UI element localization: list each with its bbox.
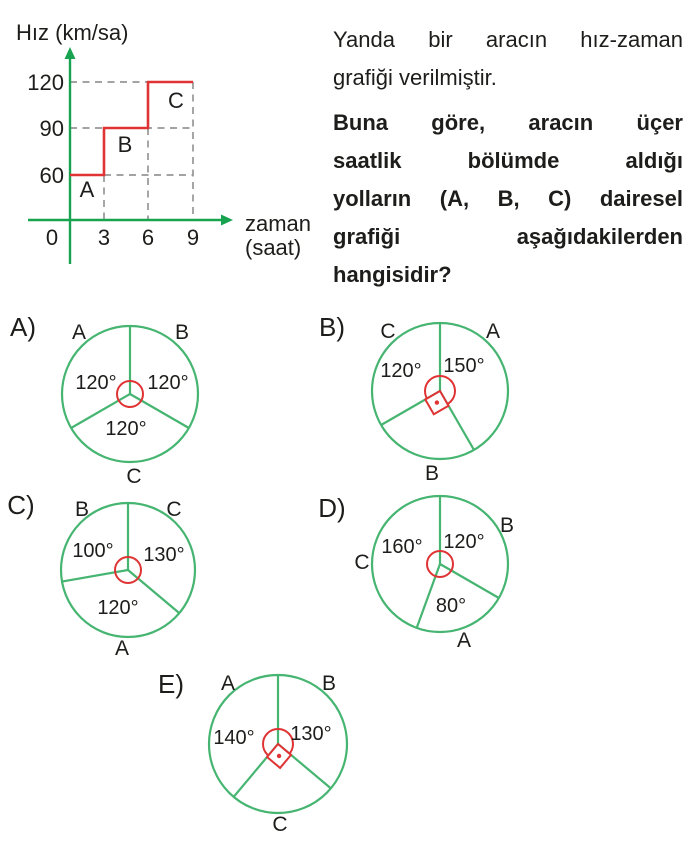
option-E[interactable]: [158, 669, 347, 836]
angle-label: 140°: [213, 727, 255, 749]
x-tick-label: 0: [45, 225, 59, 250]
sector-letter-A: A: [220, 672, 236, 695]
x-axis-arrow: [221, 215, 233, 226]
question-bold-line: hangisidir?: [333, 262, 452, 287]
sector-letter-C: C: [354, 551, 370, 574]
sector-letter-A: A: [456, 629, 472, 652]
question-text: [333, 21, 683, 294]
option-D[interactable]: [318, 493, 514, 652]
angle-label: 120°: [97, 597, 139, 619]
angle-label: 120°: [147, 372, 189, 394]
sector-letter-C: C: [380, 320, 396, 343]
question-bold-line: grafiği aşağıdakilerden: [333, 224, 683, 249]
question-intro-line: grafiği verilmiştir.: [333, 65, 497, 90]
y-axis-title: Hız (km/sa): [16, 20, 129, 45]
y-tick-label: 120: [27, 70, 64, 95]
question-bold-line: Buna göre, aracın üçer: [333, 110, 683, 135]
x-tick-label: 6: [141, 225, 155, 250]
angle-label: 120°: [380, 360, 422, 382]
question-intro: [333, 21, 683, 97]
angle-label: 80°: [435, 595, 467, 617]
x-tick-label: 3: [97, 225, 111, 250]
sector-letter-C: C: [126, 465, 142, 488]
step-label-B: B: [117, 132, 133, 157]
angle-label: 150°: [443, 355, 485, 377]
option-letter-A: A): [10, 312, 36, 342]
sector-letter-A: A: [71, 321, 87, 344]
x-axis-title-line1: zaman: [245, 211, 312, 236]
sector-letter-A: A: [114, 637, 130, 660]
question-bold: [333, 104, 683, 294]
angle-label: 120°: [443, 531, 485, 553]
option-letter-E: E): [158, 669, 184, 699]
question-intro-line: Yanda bir aracın hız-zaman: [333, 27, 683, 52]
right-angle-dot-B: [435, 400, 439, 404]
option-C[interactable]: [7, 490, 195, 660]
option-letter-C: C): [7, 490, 35, 520]
sector-letter-B: B: [321, 672, 337, 695]
option-B[interactable]: [319, 312, 508, 485]
sector-letter-C: C: [272, 813, 288, 836]
angle-label: 160°: [381, 536, 423, 558]
option-letter-B: B): [319, 312, 345, 342]
angle-label: 120°: [75, 372, 117, 394]
x-axis-title-line2: (saat): [245, 235, 302, 260]
angle-label: 130°: [290, 723, 332, 745]
speed-time-chart: [16, 20, 311, 264]
question-bold-line: yolların (A, B, C) dairesel: [333, 186, 683, 211]
step-label-A: A: [79, 177, 95, 202]
y-axis-arrow: [65, 47, 76, 59]
sector-letter-A: A: [485, 320, 501, 343]
angle-label: 120°: [105, 418, 147, 440]
y-tick-label: 60: [39, 163, 64, 188]
pie-radius-D: [440, 564, 499, 598]
sector-letter-B: B: [499, 514, 515, 537]
sector-letter-B: B: [424, 462, 440, 485]
option-A[interactable]: [10, 312, 198, 488]
y-tick-label: 90: [39, 116, 64, 141]
angle-label: 130°: [143, 544, 185, 566]
question-bold-line: saatlik bölümde aldığı: [333, 148, 683, 173]
option-letter-D: D): [318, 493, 346, 523]
sector-letter-B: B: [74, 498, 90, 521]
step-label-C: C: [168, 88, 184, 113]
sector-letter-C: C: [166, 498, 182, 521]
angle-label: 100°: [72, 540, 114, 562]
right-angle-dot-E: [277, 754, 281, 758]
sector-letter-B: B: [174, 321, 190, 344]
x-tick-label: 9: [186, 225, 200, 250]
